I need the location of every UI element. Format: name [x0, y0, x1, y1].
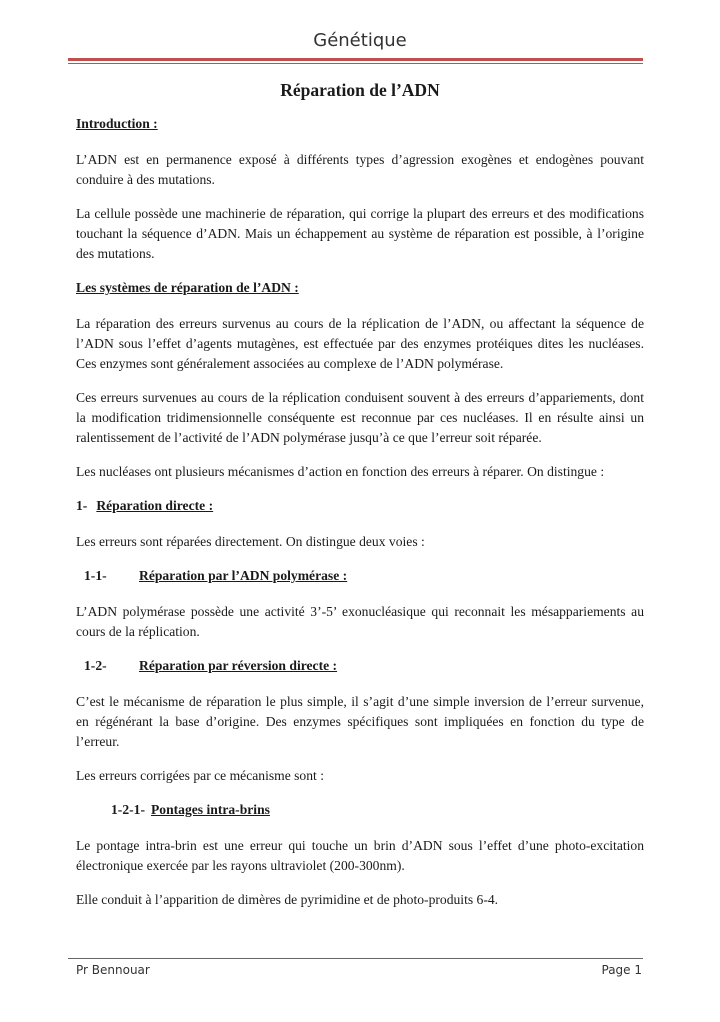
section-1-number: 1- [76, 498, 88, 513]
section-1-label: Réparation directe : [96, 498, 214, 513]
section-1-1-number: 1-1- [84, 568, 107, 583]
section-1-2-paragraph-2: Les erreurs corrigées par ce mécanisme sont : [76, 768, 324, 783]
intro-paragraph-1: L’ADN est en permanence exposé à différents types d’agression exogènes et endogènes pouvant conduire à des mutations. [76, 152, 644, 187]
section-1-2-heading [84, 656, 644, 676]
section-1-2-1-number: 1-2-1- [111, 802, 145, 817]
section-1-2-1-paragraph-1: Le pontage intra-brin est une erreur qui touche un brin d’ADN sous l’effet d’une photo-excitation électronique exercée par les rayons ultraviolet (200-300nm). [76, 838, 644, 873]
section-1-2-number: 1-2- [84, 658, 107, 673]
systems-paragraph-2: Ces erreurs survenues au cours de la réplication conduisent souvent à des erreurs d’appariements, dont la modification tridimensionnelle conséquente est reconnue par ces nucléases. Il en résulte ainsi un ralentissement de l’activité de l’ADN polymérase jusqu’à ce que l’erreur soit réparée. [76, 390, 644, 445]
footer-author: Pr Bennouar [76, 963, 150, 977]
footer-rule [68, 958, 643, 959]
section-1-2-1-label: Pontages intra-brins [150, 802, 270, 817]
header-rule [68, 58, 643, 61]
document-title: Réparation de l’ADN [280, 80, 440, 100]
section-1-2-1-paragraph-2: Elle conduit à l’apparition de dimères de pyrimidine et de photo-produits 6-4. [76, 892, 499, 907]
header-rule-thin [68, 63, 643, 64]
systems-heading: Les systèmes de réparation de l’ADN : [76, 280, 299, 295]
section-1-heading [76, 496, 644, 516]
intro-paragraph-2: La cellule possède une machinerie de réparation, qui corrige la plupart des erreurs et des modifications touchant la séquence d’ADN. Mais un échappement au système de réparation est possible, à l’origine des mutations. [76, 206, 644, 261]
section-1-2-paragraph-1: C’est le mécanisme de réparation le plus simple, il s’agit d’une simple inversion de l’erreur survenue, en régénérant la base d’origine. Des enzymes spécifiques sont impliquées en fonction du type de l’erreur. [76, 694, 644, 749]
systems-paragraph-3: Les nucléases ont plusieurs mécanismes d’action en fonction des erreurs à réparer. On distingue : [76, 464, 605, 479]
intro-heading: Introduction : [76, 116, 158, 131]
section-1-1-label: Réparation par l’ADN polymérase : [139, 568, 348, 583]
section-1-2-1-heading [111, 800, 644, 820]
section-1-1-heading [84, 566, 644, 586]
section-1-2-label: Réparation par réversion directe : [139, 658, 338, 673]
running-header: Génétique [313, 30, 407, 51]
systems-paragraph-1: La réparation des erreurs survenus au cours de la réplication de l’ADN, ou affectant la séquence de l’ADN sous l’effet d’agents mutagènes, est effectuée par des enzymes protéiques dites les nucléases. Ces enzymes sont généralement associées au complexe de l’ADN polymérase. [76, 316, 644, 371]
document-body [76, 76, 644, 924]
section-1-paragraph: Les erreurs sont réparées directement. On distingue deux voies : [76, 534, 425, 549]
footer-page-number: Page 1 [601, 963, 642, 977]
section-1-1-paragraph: L’ADN polymérase possède une activité 3’-5’ exonucléasique qui reconnait les mésappariements au cours de la réplication. [76, 604, 644, 639]
